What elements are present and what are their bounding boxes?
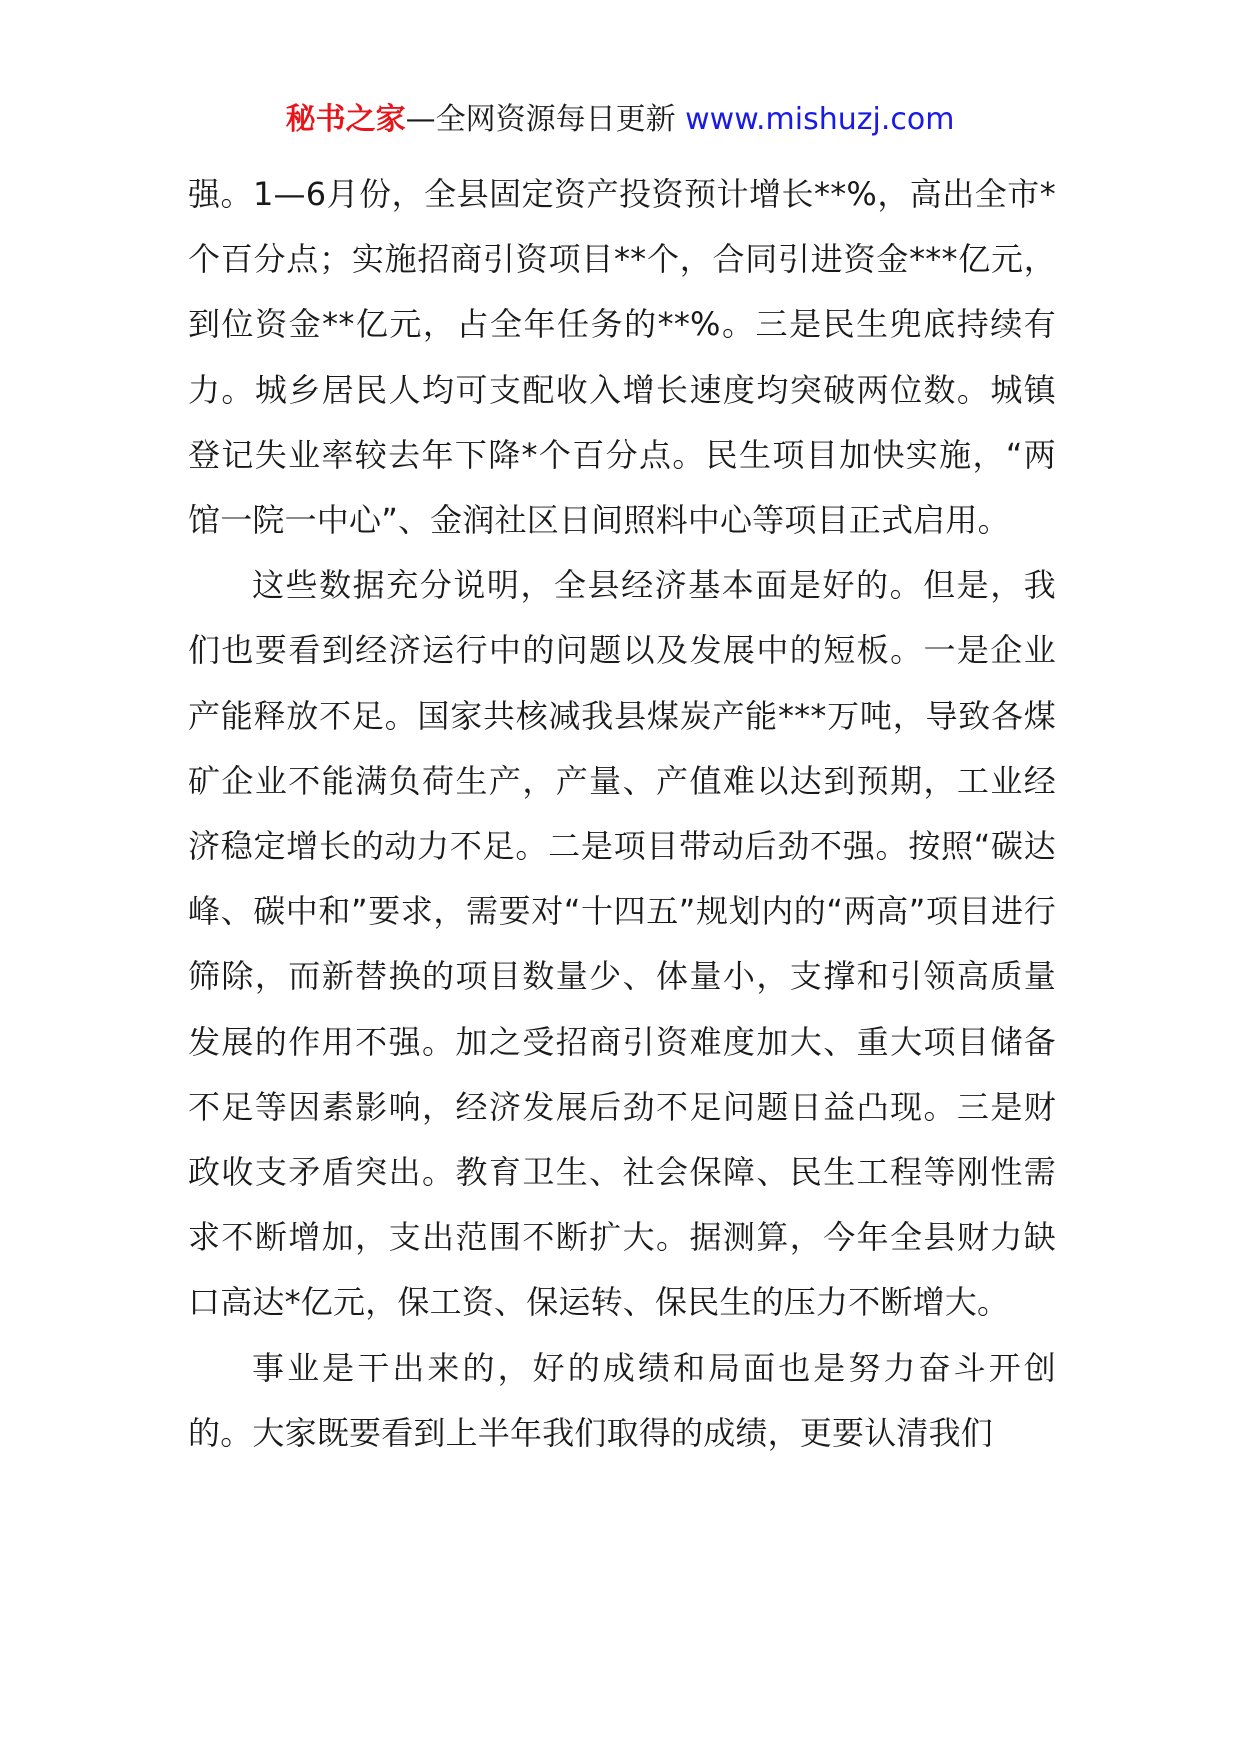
site-brand: 秘书之家 (285, 102, 406, 137)
paragraph: 事业是干出来的，好的成绩和局面也是努力奋斗开创的。大家既要看到上半年我们取得的成绩，更要认清我们 (188, 1348, 1056, 1452)
site-header (0, 100, 1240, 140)
document-body (188, 162, 1056, 1466)
site-tagline: —全网资源每日更新 (405, 102, 676, 137)
site-url-link[interactable]: www.mishuzj.com (685, 102, 955, 137)
paragraph: 这些数据充分说明，全县经济基本面是好的。但是，我们也要看到经济运行中的问题以及发展中的短板。一是企业产能释放不足。国家共核减我县煤炭产能***万吨，导致各煤矿企业不能满负荷生产，产量、产值难以达到预期，工业经济稳定增长的动力不足。二是项目带动后劲不强。按照“碳达峰、碳中和”要求，需要对“十四五”规划内的“两高”项目进行筛除，而新替换的项目数量少、体量小，支撑和引领高质量发展的作用不强。加之受招商引资难度加大、重大项目储备不足等因素影响，经济发展后劲不足问题日益凸现。三是财政收支矛盾突出。教育卫生、社会保障、民生工程等刚性需求不断增加，支出范围不断扩大。据测算，今年全县财力缺口高达*亿元，保工资、保运转、保民生的压力不断增大。 (188, 566, 1056, 1322)
paragraph-continuation: 强。1—6月份，全县固定资产投资预计增长**%，高出全市*个百分点；实施招商引资项目**个，合同引进资金***亿元，到位资金**亿元，占全年任务的**%。三是民生兜底持续有力。城乡居民人均可支配收入增长速度均突破两位数。城镇登记失业率较去年下降*个百分点。民生项目加快实施，“两馆一院一中心”、金润社区日间照料中心等项目正式启用。 (188, 175, 1056, 540)
